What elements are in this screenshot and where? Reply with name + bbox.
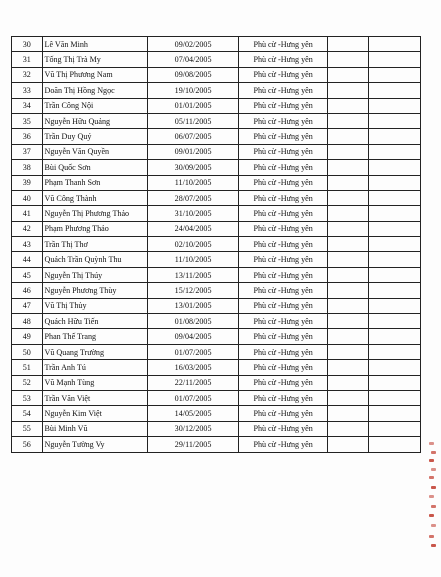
empty-cell [328, 52, 369, 67]
empty-cell [369, 375, 421, 390]
row-number: 43 [12, 237, 43, 252]
student-name: Nguyễn Kim Việt [42, 406, 148, 421]
empty-cell [369, 390, 421, 405]
birth-place: Phù cừ -Hưng yên [238, 221, 328, 236]
stamp-fragment [431, 468, 436, 471]
row-number: 52 [12, 375, 43, 390]
table-row [12, 37, 421, 52]
empty-cell [328, 175, 369, 190]
table-row [12, 375, 421, 390]
student-name: Bùi Minh Vũ [42, 421, 148, 436]
stamp-fragment [431, 524, 436, 527]
student-name: Trần Duy Quý [42, 129, 148, 144]
empty-cell [328, 437, 369, 452]
birth-date: 05/11/2005 [148, 113, 239, 128]
birth-date: 09/02/2005 [148, 37, 239, 52]
birth-place: Phù cừ -Hưng yên [238, 344, 328, 359]
empty-cell [328, 129, 369, 144]
birth-place: Phù cừ -Hưng yên [238, 206, 328, 221]
empty-cell [328, 67, 369, 82]
birth-date: 28/07/2005 [148, 190, 239, 205]
empty-cell [369, 237, 421, 252]
empty-cell [328, 83, 369, 98]
empty-cell [328, 267, 369, 282]
empty-cell [369, 221, 421, 236]
student-name: Nguyễn Hữu Quảng [42, 113, 148, 128]
birth-date: 24/04/2005 [148, 221, 239, 236]
empty-cell [369, 298, 421, 313]
row-number: 32 [12, 67, 43, 82]
table-row [12, 52, 421, 67]
row-number: 48 [12, 314, 43, 329]
student-name: Quách Trần Quỳnh Thu [42, 252, 148, 267]
empty-cell [369, 129, 421, 144]
student-name: Trần Văn Việt [42, 390, 148, 405]
birth-place: Phù cừ -Hưng yên [238, 267, 328, 282]
empty-cell [369, 283, 421, 298]
empty-cell [328, 160, 369, 175]
student-name: Nguyễn Văn Quyền [42, 144, 148, 159]
birth-place: Phù cừ -Hưng yên [238, 190, 328, 205]
birth-place: Phù cừ -Hưng yên [238, 52, 328, 67]
birth-date: 15/12/2005 [148, 283, 239, 298]
empty-cell [328, 144, 369, 159]
row-number: 33 [12, 83, 43, 98]
empty-cell [328, 344, 369, 359]
row-number: 37 [12, 144, 43, 159]
table-row [12, 314, 421, 329]
row-number: 38 [12, 160, 43, 175]
row-number: 31 [12, 52, 43, 67]
row-number: 56 [12, 437, 43, 452]
empty-cell [369, 160, 421, 175]
birth-date: 14/05/2005 [148, 406, 239, 421]
student-name: Quách Hữu Tiến [42, 314, 148, 329]
stamp-fragment [431, 451, 436, 454]
empty-cell [328, 237, 369, 252]
birth-place: Phù cừ -Hưng yên [238, 390, 328, 405]
birth-date: 13/11/2005 [148, 267, 239, 282]
table-row [12, 329, 421, 344]
row-number: 42 [12, 221, 43, 236]
stamp-fragment [429, 459, 434, 462]
student-name: Trần Anh Tú [42, 360, 148, 375]
birth-place: Phù cừ -Hưng yên [238, 252, 328, 267]
empty-cell [328, 314, 369, 329]
table-row [12, 67, 421, 82]
row-number: 49 [12, 329, 43, 344]
birth-place: Phù cừ -Hưng yên [238, 175, 328, 190]
birth-place: Phù cừ -Hưng yên [238, 83, 328, 98]
stamp-fragment [429, 442, 434, 445]
student-name: Lê Văn Minh [42, 37, 148, 52]
birth-date: 22/11/2005 [148, 375, 239, 390]
empty-cell [369, 190, 421, 205]
student-name: Nguyễn Thị Phương Thảo [42, 206, 148, 221]
birth-date: 01/08/2005 [148, 314, 239, 329]
table-row [12, 237, 421, 252]
birth-place: Phù cừ -Hưng yên [238, 283, 328, 298]
table-row [12, 144, 421, 159]
stamp-fragment [431, 544, 436, 547]
row-number: 39 [12, 175, 43, 190]
stamp-fragment [431, 505, 436, 508]
table-row [12, 113, 421, 128]
row-number: 41 [12, 206, 43, 221]
empty-cell [328, 390, 369, 405]
row-number: 44 [12, 252, 43, 267]
student-name: Nguyễn Phương Thùy [42, 283, 148, 298]
row-number: 36 [12, 129, 43, 144]
birth-place: Phù cừ -Hưng yên [238, 437, 328, 452]
birth-date: 11/10/2005 [148, 252, 239, 267]
empty-cell [328, 375, 369, 390]
empty-cell [369, 175, 421, 190]
birth-date: 06/07/2005 [148, 129, 239, 144]
empty-cell [328, 298, 369, 313]
empty-cell [369, 329, 421, 344]
birth-date: 19/10/2005 [148, 83, 239, 98]
empty-cell [369, 360, 421, 375]
birth-place: Phù cừ -Hưng yên [238, 298, 328, 313]
table-row [12, 160, 421, 175]
empty-cell [328, 221, 369, 236]
row-number: 45 [12, 267, 43, 282]
student-name: Nguyễn Tường Vy [42, 437, 148, 452]
birth-date: 01/01/2005 [148, 98, 239, 113]
empty-cell [328, 360, 369, 375]
row-number: 55 [12, 421, 43, 436]
empty-cell [369, 144, 421, 159]
empty-cell [369, 52, 421, 67]
table-row [12, 406, 421, 421]
birth-date: 09/08/2005 [148, 67, 239, 82]
stamp-fragment [429, 495, 434, 498]
birth-place: Phù cừ -Hưng yên [238, 160, 328, 175]
birth-place: Phù cừ -Hưng yên [238, 98, 328, 113]
empty-cell [369, 113, 421, 128]
empty-cell [369, 98, 421, 113]
row-number: 40 [12, 190, 43, 205]
row-number: 53 [12, 390, 43, 405]
birth-date: 09/04/2005 [148, 329, 239, 344]
birth-place: Phù cừ -Hưng yên [238, 113, 328, 128]
birth-place: Phù cừ -Hưng yên [238, 144, 328, 159]
birth-place: Phù cừ -Hưng yên [238, 37, 328, 52]
birth-date: 29/11/2005 [148, 437, 239, 452]
table-row [12, 206, 421, 221]
student-name: Vũ Công Thành [42, 190, 148, 205]
birth-date: 31/10/2005 [148, 206, 239, 221]
row-number: 47 [12, 298, 43, 313]
row-number: 50 [12, 344, 43, 359]
table-row [12, 190, 421, 205]
student-name: Tống Thị Trà My [42, 52, 148, 67]
birth-date: 30/09/2005 [148, 160, 239, 175]
student-name: Nguyễn Thị Thúy [42, 267, 148, 282]
stamp-fragment [429, 514, 434, 517]
student-name: Trần Công Nội [42, 98, 148, 113]
empty-cell [369, 206, 421, 221]
empty-cell [369, 83, 421, 98]
student-name: Trần Thị Thơ [42, 237, 148, 252]
empty-cell [369, 67, 421, 82]
empty-cell [328, 329, 369, 344]
table-row [12, 390, 421, 405]
empty-cell [369, 314, 421, 329]
birth-place: Phù cừ -Hưng yên [238, 67, 328, 82]
student-roster-table [11, 36, 421, 453]
table-row [12, 98, 421, 113]
empty-cell [328, 252, 369, 267]
table-row [12, 360, 421, 375]
birth-date: 01/07/2005 [148, 344, 239, 359]
empty-cell [328, 283, 369, 298]
row-number: 35 [12, 113, 43, 128]
stamp-fragment [431, 486, 436, 489]
birth-place: Phù cừ -Hưng yên [238, 406, 328, 421]
row-number: 54 [12, 406, 43, 421]
birth-place: Phù cừ -Hưng yên [238, 237, 328, 252]
table-row [12, 267, 421, 282]
empty-cell [369, 421, 421, 436]
student-name: Phạm Thanh Sơn [42, 175, 148, 190]
birth-date: 09/01/2005 [148, 144, 239, 159]
empty-cell [328, 421, 369, 436]
empty-cell [328, 406, 369, 421]
table-row [12, 175, 421, 190]
table-row [12, 83, 421, 98]
empty-cell [328, 190, 369, 205]
row-number: 46 [12, 283, 43, 298]
student-name: Bùi Quốc Sơn [42, 160, 148, 175]
table-row [12, 252, 421, 267]
empty-cell [369, 344, 421, 359]
table-row [12, 421, 421, 436]
birth-place: Phù cừ -Hưng yên [238, 314, 328, 329]
birth-date: 13/01/2005 [148, 298, 239, 313]
roster-body [12, 37, 421, 453]
student-name: Vũ Quang Trường [42, 344, 148, 359]
birth-place: Phù cừ -Hưng yên [238, 129, 328, 144]
table-row [12, 221, 421, 236]
empty-cell [328, 37, 369, 52]
student-name: Phan Thế Trang [42, 329, 148, 344]
student-name: Doãn Thị Hồng Ngọc [42, 83, 148, 98]
birth-date: 30/12/2005 [148, 421, 239, 436]
red-stamp-mark [426, 442, 438, 550]
empty-cell [369, 37, 421, 52]
student-name: Vũ Thị Thủy [42, 298, 148, 313]
birth-place: Phù cừ -Hưng yên [238, 375, 328, 390]
empty-cell [369, 267, 421, 282]
birth-date: 02/10/2005 [148, 237, 239, 252]
birth-date: 01/07/2005 [148, 390, 239, 405]
empty-cell [328, 98, 369, 113]
table-row [12, 298, 421, 313]
birth-place: Phù cừ -Hưng yên [238, 360, 328, 375]
empty-cell [369, 406, 421, 421]
birth-date: 07/04/2005 [148, 52, 239, 67]
row-number: 51 [12, 360, 43, 375]
student-name: Vũ Mạnh Tùng [42, 375, 148, 390]
student-name: Phạm Phương Thảo [42, 221, 148, 236]
empty-cell [369, 252, 421, 267]
empty-cell [369, 437, 421, 452]
table-row [12, 129, 421, 144]
table-row [12, 283, 421, 298]
birth-date: 11/10/2005 [148, 175, 239, 190]
empty-cell [328, 206, 369, 221]
student-name: Vũ Thị Phương Nam [42, 67, 148, 82]
row-number: 34 [12, 98, 43, 113]
table-row [12, 437, 421, 452]
empty-cell [328, 113, 369, 128]
stamp-fragment [429, 535, 434, 538]
row-number: 30 [12, 37, 43, 52]
stamp-fragment [429, 476, 434, 479]
birth-place: Phù cừ -Hưng yên [238, 421, 328, 436]
birth-place: Phù cừ -Hưng yên [238, 329, 328, 344]
table-row [12, 344, 421, 359]
birth-date: 16/03/2005 [148, 360, 239, 375]
